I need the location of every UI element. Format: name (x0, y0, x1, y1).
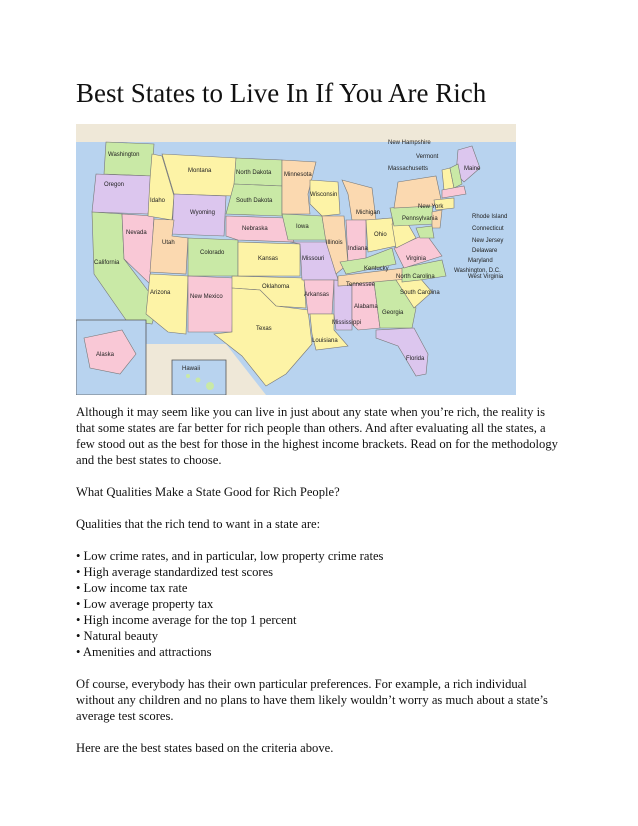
map-label: Delaware (472, 248, 498, 254)
map-label: Mississippi (332, 320, 362, 326)
us-states-map (76, 124, 516, 395)
hawaii-island (206, 382, 214, 390)
map-label: Oregon (104, 182, 125, 188)
map-label: Arizona (150, 290, 171, 296)
map-label: Alabama (354, 304, 378, 310)
map-label: Arkansas (304, 292, 330, 298)
map-label: Maryland (468, 258, 493, 264)
map-label: Oklahoma (262, 284, 290, 290)
state-indiana (346, 220, 366, 262)
map-label: Washington, D.C. (454, 268, 501, 274)
map-label: Minnesota (284, 172, 312, 178)
list-item: • Low crime rates, and in particular, low property crime rates (76, 549, 384, 563)
map-label: Hawaii (182, 366, 201, 372)
map-label: Connecticut (472, 226, 504, 232)
state-wisconsin (310, 180, 340, 216)
canada-land (76, 124, 516, 142)
map-label: South Dakota (236, 198, 273, 204)
map-label: Missouri (302, 256, 325, 262)
list-item: • Amenities and attractions (76, 645, 212, 659)
qualities-intro: Qualities that the rich tend to want in a state are: (76, 517, 321, 531)
map-label: South Carolina (400, 290, 440, 296)
map-label: Iowa (296, 224, 309, 230)
list-item: • Low income tax rate (76, 581, 188, 595)
map-label: Nebraska (242, 226, 268, 232)
us-map-drawing (76, 124, 516, 395)
map-label: New York (418, 204, 444, 210)
hawaii-island (196, 378, 201, 383)
map-label: New Jersey (472, 238, 504, 244)
map-label: Tennessee (346, 282, 376, 288)
map-label: West Virginia (468, 274, 504, 280)
hawaii-island (186, 374, 190, 378)
article-body (76, 404, 566, 772)
state-florida (376, 328, 428, 376)
map-label: Georgia (382, 310, 404, 316)
state-new-mexico (188, 276, 234, 332)
map-label: Maine (464, 166, 481, 172)
qualities-list (76, 548, 566, 660)
map-label: Nevada (126, 230, 147, 236)
map-label: Virginia (406, 256, 426, 262)
map-label: Pennsylvania (402, 216, 438, 222)
map-label: Idaho (150, 198, 166, 204)
page-title: Best States to Live In If You Are Rich (76, 78, 487, 108)
list-item: • Low average property tax (76, 597, 214, 611)
state-montana (162, 154, 236, 196)
list-item: • High income average for the top 1 percent (76, 613, 297, 627)
section-question: What Qualities Make a State Good for Rich People? (76, 485, 340, 499)
map-label: Wisconsin (310, 192, 338, 198)
intro-paragraph: Although it may seem like you can live in just about any state when you’re rich, the reality is that some states are far better for rich people than others. And after evaluating all the states, a few stood out as the best for those in the highest income brackets. Read on for the methodology and the best states to choose. (76, 405, 558, 467)
map-label: Rhode Island (472, 214, 508, 220)
map-label: Vermont (416, 154, 439, 160)
map-label: Utah (162, 240, 175, 246)
map-label: Kansas (258, 256, 279, 262)
map-label: Texas (256, 326, 272, 332)
map-label: North Carolina (396, 274, 435, 280)
state-maryland (416, 226, 434, 238)
map-label: California (94, 260, 120, 266)
state-oregon (92, 174, 152, 214)
state-colorado (188, 238, 238, 276)
map-label: New Mexico (190, 294, 223, 300)
list-item: • Natural beauty (76, 629, 159, 643)
map-label: Ohio (374, 232, 387, 238)
state-arizona (146, 274, 188, 334)
map-label: Colorado (200, 250, 225, 256)
map-label: Washington (108, 152, 140, 158)
map-label: New Hampshire (388, 140, 431, 146)
map-label: Kentucky (364, 266, 389, 272)
map-label: North Dakota (236, 170, 272, 176)
map-label: Alaska (96, 352, 115, 358)
map-label: Michigan (356, 210, 381, 216)
map-label: Wyoming (190, 210, 215, 216)
map-label: Illinois (326, 240, 343, 246)
closing-paragraph: Here are the best states based on the criteria above. (76, 741, 334, 755)
map-label: Louisiana (312, 338, 338, 344)
map-label: Montana (188, 168, 212, 174)
preferences-paragraph: Of course, everybody has their own particular preferences. For example, a rich individual without any children and no plans to have them likely wouldn’t worry as much about a state’s average test scores. (76, 677, 548, 723)
map-label: Florida (406, 356, 425, 362)
map-label: Indiana (348, 246, 368, 252)
list-item: • High average standardized test scores (76, 565, 274, 579)
map-label: Massachusetts (388, 166, 429, 172)
state-washington (104, 142, 154, 176)
